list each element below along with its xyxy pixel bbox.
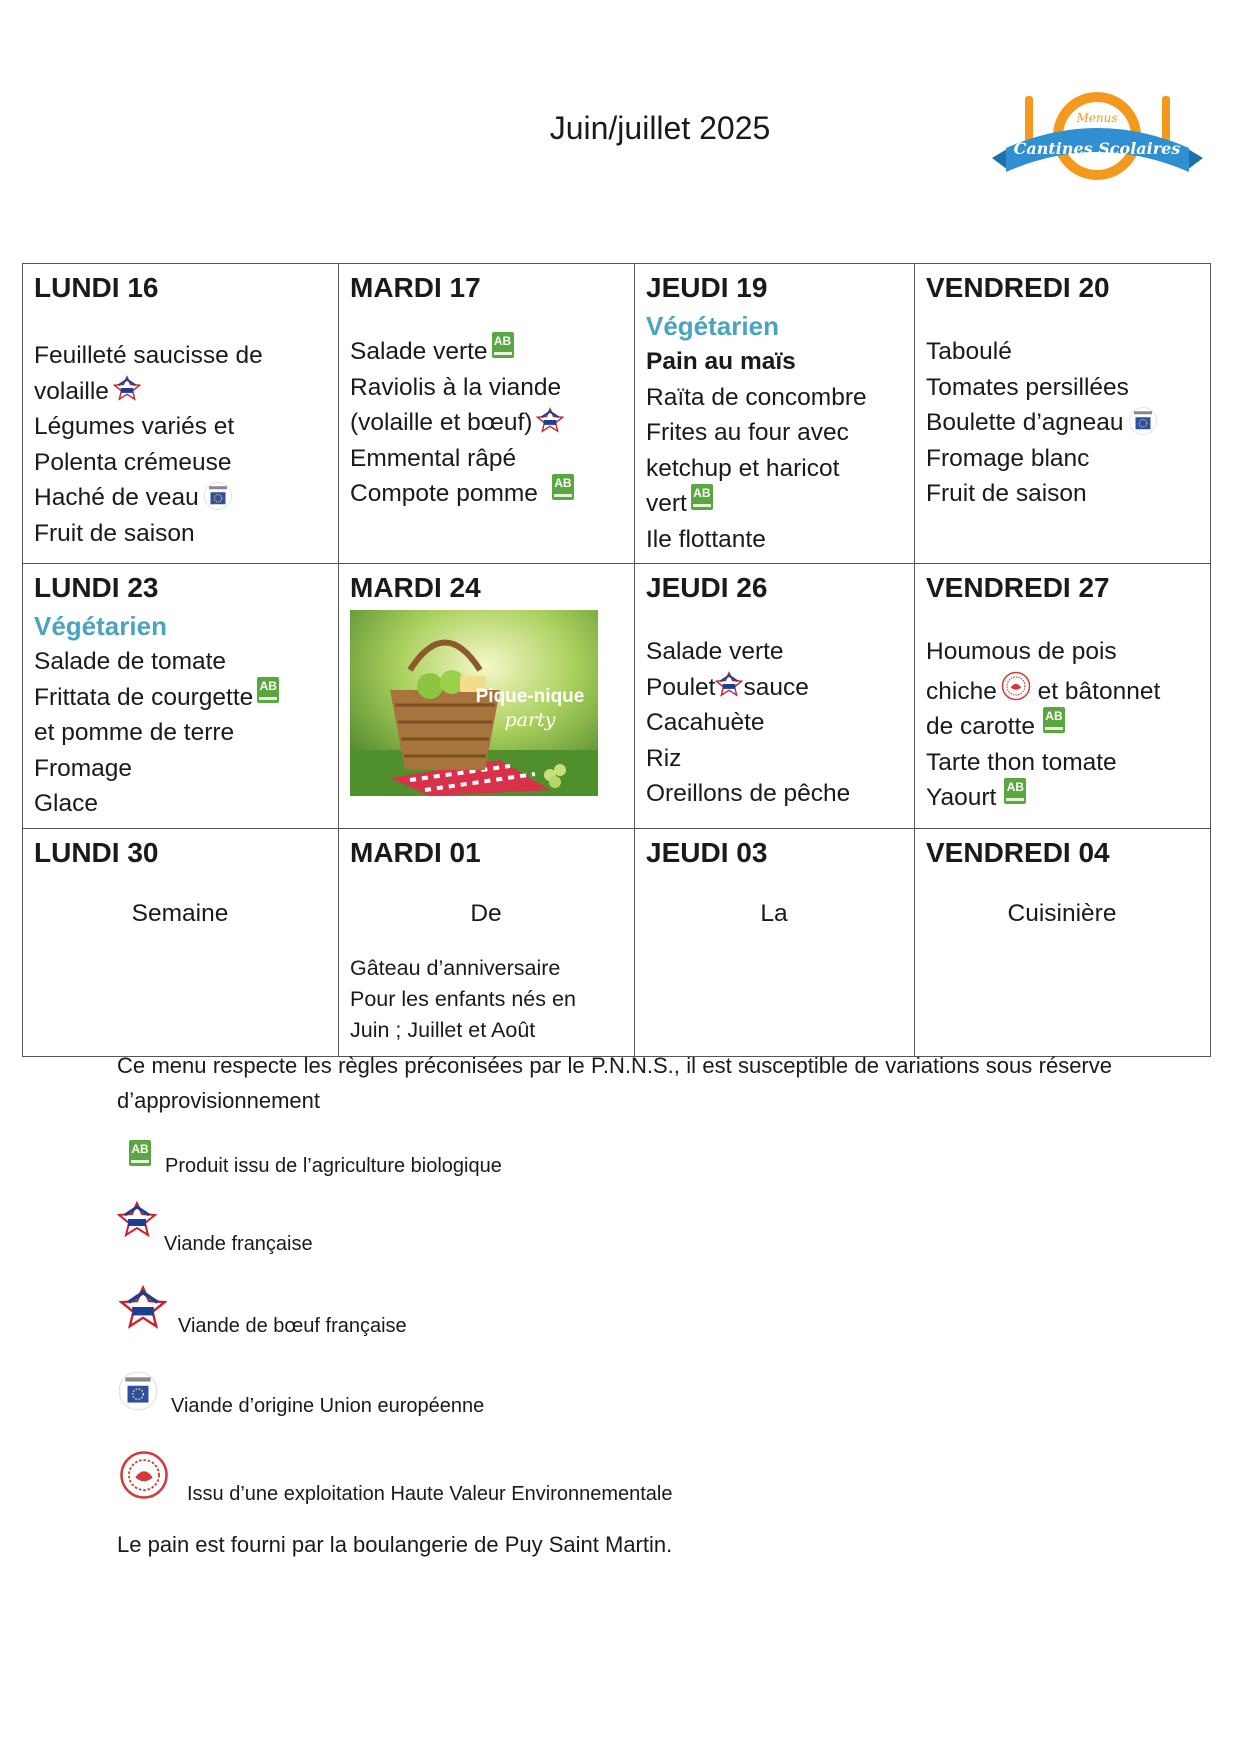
menu-item: Feuilleté saucisse de (34, 342, 263, 369)
day-heading: LUNDI 23 (34, 572, 159, 603)
weekly-menu-grid (22, 263, 1211, 1057)
bread-notice: Le pain est fourni par la boulangerie de Puy Saint Martin. (117, 1532, 673, 1557)
day-heading: LUNDI 30 (34, 837, 159, 868)
hve-icon (1001, 671, 1031, 701)
menu-item: Fruit de saison (34, 519, 195, 547)
menu-item: Ile flottante (646, 525, 766, 553)
day-cell-mardi-24 (339, 564, 635, 829)
menu-item: chiche (926, 677, 997, 705)
ab-bio-icon: AB (691, 484, 713, 510)
page-title: Juin/juillet 2025 (549, 110, 771, 146)
menu-item: et pomme de terre (34, 719, 235, 746)
vegetarian-tag: Végétarien (34, 611, 167, 641)
menu-item: Raviolis à la viande (350, 373, 562, 401)
day-cell-jeudi-03 (635, 829, 915, 1057)
day-cell-jeudi-26 (635, 564, 915, 829)
week-theme-word: De (470, 900, 502, 927)
week-theme-word: Semaine (131, 900, 229, 927)
day-cell-jeudi-19 (635, 264, 915, 564)
menu-item: Riz (646, 744, 682, 772)
menu-item: Cacahuète (646, 709, 765, 736)
hve-icon (119, 1450, 169, 1500)
day-heading: VENDREDI 20 (926, 272, 1110, 303)
menu-item: Tomates persillées (926, 373, 1129, 401)
legend-label: Viande d’origine Union européenne (171, 1395, 485, 1417)
menu-item: Emmental râpé (350, 444, 517, 472)
menu-item: Yaourt (926, 784, 997, 811)
legend-label: Produit issu de l’agriculture biologique (165, 1155, 502, 1177)
origine-ue-icon (203, 481, 233, 511)
menu-item: Taboulé (926, 338, 1012, 365)
menu-item: Salade verte (646, 638, 784, 665)
picnic-basket-image (350, 610, 598, 796)
viande-francaise-icon (113, 375, 141, 401)
picnic-subtitle: party (504, 709, 556, 731)
day-heading: MARDI 01 (350, 837, 481, 868)
menu-item: volaille (34, 377, 109, 405)
menu-item: Houmous de pois (926, 638, 1117, 665)
menu-item: Légumes variés et (34, 413, 235, 440)
menu-item: Glace (34, 790, 99, 817)
day-cell-vendredi-04 (915, 829, 1211, 1057)
menu-item: Compote pomme (350, 480, 538, 507)
menu-item: (volaille et bœuf) (350, 409, 533, 436)
day-heading: JEUDI 19 (646, 272, 768, 303)
menu-item: Poulet (646, 673, 716, 701)
ab-bio-icon: AB (552, 474, 574, 500)
ab-bio-icon: AB (129, 1140, 151, 1166)
menu-item: Pain au maïs (646, 348, 796, 375)
cantines-scolaires-logo (990, 88, 1205, 203)
ab-bio-icon: AB (492, 332, 514, 358)
day-cell-lundi-30 (23, 829, 339, 1057)
day-heading: JEUDI 03 (646, 837, 768, 868)
menu-item: Polenta crémeuse (34, 448, 232, 476)
day-cell-vendredi-20 (915, 264, 1211, 564)
day-heading: MARDI 24 (350, 572, 481, 603)
svg-text:Cantines Scolaires: Cantines Scolaires (1013, 139, 1181, 158)
menu-item: Frittata de courgette (34, 683, 254, 711)
birthday-note-line: Juin ; Juillet et Août (350, 1018, 536, 1042)
viande-francaise-icon (715, 671, 743, 697)
menu-item: Tarte thon tomate (926, 748, 1117, 776)
legend-label: Viande française (164, 1233, 313, 1255)
day-heading: JEUDI 26 (646, 572, 768, 603)
week-theme-word: Cuisinière (1007, 900, 1117, 927)
week-row (23, 829, 1211, 1057)
day-heading: VENDREDI 27 (926, 572, 1110, 603)
week-row (23, 264, 1211, 564)
day-cell-vendredi-27 (915, 564, 1211, 829)
origine-ue-icon (117, 1370, 159, 1412)
week-row (23, 564, 1211, 829)
menu-item: Salade de tomate (34, 648, 227, 675)
day-heading: LUNDI 16 (34, 272, 159, 303)
vegetarian-tag: Végétarien (646, 311, 779, 341)
menu-item: sauce (743, 673, 809, 701)
menu-item: Fromage (34, 754, 133, 782)
ab-bio-icon: AB (1004, 778, 1026, 804)
picnic-title: Pique-nique (475, 686, 585, 707)
menu-item: vert (646, 490, 687, 517)
birthday-note-line: Gâteau d’anniversaire (350, 956, 561, 980)
menu-item: Haché de veau (34, 484, 199, 511)
menu-item: de carotte (926, 713, 1035, 740)
menu-item: et bâtonnet (1037, 677, 1161, 705)
week-theme-word: La (760, 900, 788, 927)
day-cell-mardi-01 (339, 829, 635, 1057)
day-heading: MARDI 17 (350, 272, 481, 303)
birthday-note-line: Pour les enfants nés en (350, 987, 576, 1011)
day-cell-lundi-16 (23, 264, 339, 564)
legend-label: Viande de bœuf française (178, 1315, 407, 1337)
origine-ue-icon (1128, 406, 1158, 436)
menu-item: Oreillons de pêche (646, 780, 851, 807)
menu-item: Fromage blanc (926, 444, 1090, 472)
viande-francaise-icon (117, 1200, 157, 1238)
menu-item: Boulette d’agneau (926, 409, 1124, 436)
day-heading: VENDREDI 04 (926, 837, 1110, 868)
ab-bio-icon: AB (1043, 707, 1065, 733)
day-cell-lundi-23 (23, 564, 339, 829)
svg-text:Menus: Menus (1076, 111, 1118, 125)
boeuf-francais-icon (119, 1284, 167, 1330)
viande-francaise-icon (536, 407, 564, 433)
day-cell-mardi-17 (339, 264, 635, 564)
menu-item: Fruit de saison (926, 480, 1087, 507)
menu-item: Frites au four avec (646, 419, 849, 446)
menu-item: Salade verte (350, 338, 488, 365)
menu-item: Raïta de concombre (646, 383, 867, 411)
menu-item: ketchup et haricot (646, 454, 840, 482)
legend-label: Issu d’une exploitation Haute Valeur Environnementale (187, 1483, 673, 1505)
ab-bio-icon: AB (257, 677, 279, 703)
pnns-notice: Ce menu respecte les règles préconisées par le P.N.N.S., il est susceptible de variations sous réserve d’approvisionnement (117, 1053, 1112, 1113)
